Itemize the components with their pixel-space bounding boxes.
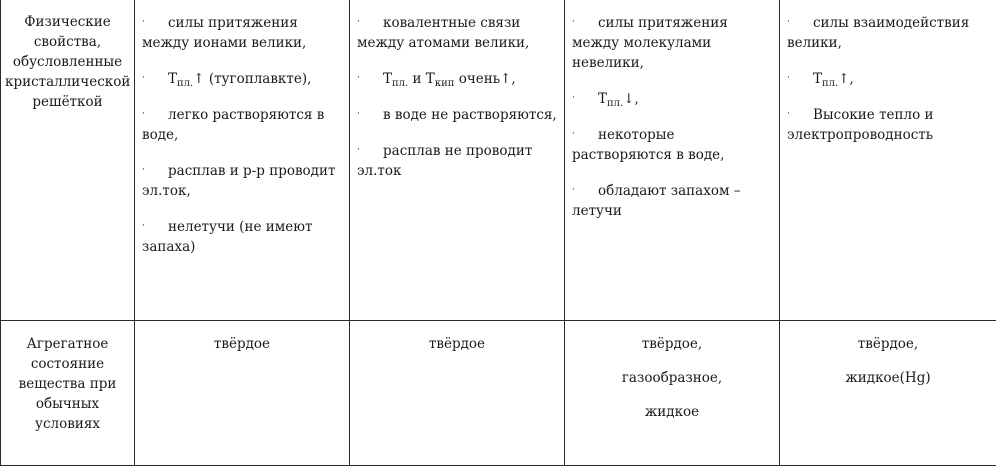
list-item: · силы взаимодействия велики, (787, 12, 990, 53)
list-item: · силы притяжения между ионами велики, (142, 12, 343, 53)
list-item: · нелетучи (не имеют запаха) (142, 216, 343, 257)
state-line: жидкое(Hg) (780, 368, 996, 388)
bullet-icon: · (142, 104, 168, 124)
cell-metallic-properties (780, 0, 996, 321)
bullet-icon: · (357, 140, 383, 160)
bullet-icon: · (787, 104, 813, 124)
bullet-icon: · (142, 12, 168, 32)
cell-ionic-state (135, 321, 350, 466)
bullet-icon: · (357, 104, 383, 124)
bullet-icon: · (357, 68, 383, 88)
bullet-icon: · (357, 12, 383, 32)
list-item: · в воде не растворяются, (357, 104, 558, 125)
table-row (1, 0, 996, 321)
state-line: твёрдое, (780, 334, 996, 354)
list-item: · ковалентные связи между атомами велики, (357, 12, 558, 53)
bullet-icon: · (142, 68, 168, 88)
bullet-list (780, 0, 996, 145)
state-line: твёрдое (350, 334, 564, 354)
list-item: · Высокие тепло и электропроводность (787, 104, 990, 145)
cell-atomic-state (350, 321, 565, 466)
list-item: · $Т_{пл.}$ и $Т_{кип}$ очень↑, (357, 68, 558, 89)
bullet-icon: · (142, 216, 168, 236)
bullet-list (135, 0, 349, 257)
bullet-icon: · (787, 12, 813, 32)
state-line: твёрдое (135, 334, 349, 354)
list-item: · обладают запахом – летучи (572, 180, 773, 221)
bullet-icon: · (572, 12, 598, 32)
cell-molecular-state (565, 321, 780, 466)
bullet-icon: · (572, 180, 598, 200)
cell-ionic-properties (135, 0, 350, 321)
state-line: жидкое (565, 402, 779, 422)
list-item: · легко растворяются в воде, (142, 104, 343, 145)
state-line: газообразное, (565, 368, 779, 388)
row-header-aggregate-state: Агрегатное состояние вещества при обычных условиях (1, 321, 135, 466)
bullet-list (350, 0, 564, 181)
list-item: · расплав и р-р проводит эл.ток, (142, 160, 343, 201)
list-item: · $Т_{пл.}↓$, (572, 88, 773, 109)
cell-atomic-properties (350, 0, 565, 321)
cell-metallic-state (780, 321, 996, 466)
list-item: · $Т_{пл.}↑$ (тугоплавкте), (142, 68, 343, 89)
cell-molecular-properties (565, 0, 780, 321)
bullet-icon: · (572, 88, 598, 108)
bullet-icon: · (572, 124, 598, 144)
list-item: · расплав не проводит эл.ток (357, 140, 558, 181)
table-row (1, 321, 996, 466)
row-header-physical-properties: Физические свойства, обусловленные кристаллической решёткой (1, 0, 135, 321)
bullet-icon: · (142, 160, 168, 180)
state-line: твёрдое, (565, 334, 779, 354)
list-item: · $Т_{пл.}↑$, (787, 68, 990, 89)
bullet-list (565, 0, 779, 221)
bullet-icon: · (787, 68, 813, 88)
list-item: · некоторые растворяются в воде, (572, 124, 773, 165)
list-item: · силы притяжения между молекулами невелики, (572, 12, 773, 73)
